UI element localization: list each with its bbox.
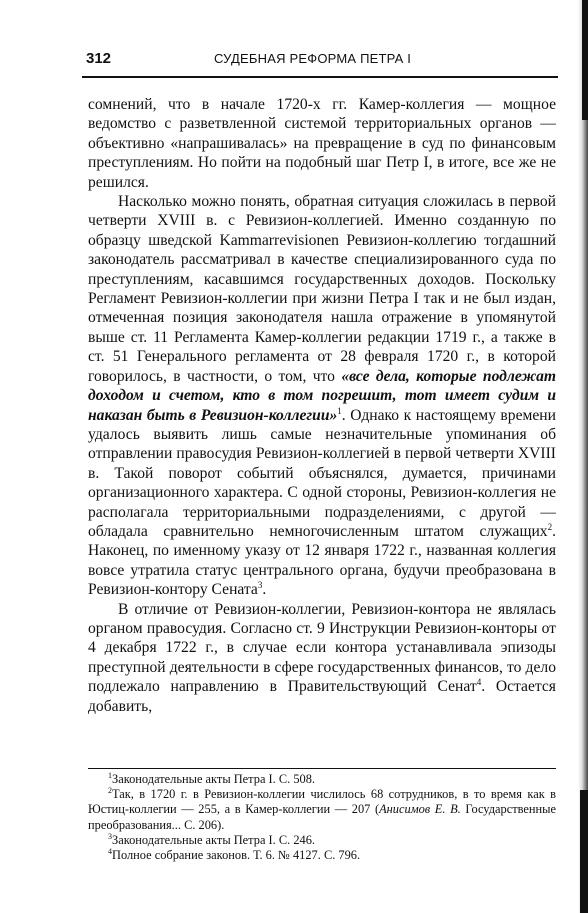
text-run: . Остается добавить, bbox=[88, 678, 556, 715]
footnote bbox=[88, 833, 556, 848]
scan-page-edge bbox=[578, 0, 588, 913]
footnote-ref: 2 bbox=[547, 521, 553, 532]
footnote-text: Полное собрание законов. Т. 6. № 4127. С. 796. bbox=[112, 848, 361, 863]
text-run: . Наконец, по именному указу от 12 января 1722 г., названная коллегия вовсе утратила статус центрального органа, будучи преобразована в Ревизион-контору Сената bbox=[88, 522, 556, 599]
footnote-text: Так, в 1720 г. в Ревизион-коллегии числилось 68 сотрудников, в то время как в Юстиц-коллегии — 255, а в Камер-коллегии — 207 ( bbox=[88, 787, 556, 817]
text-run: В отличие от Ревизион-коллегии, Ревизион-контора не являлась органом правосудия. Согласно ст. 9 Инструкции Ревизион-конторы от 4 декабря 1722 г., в случае если контора устанавливала эпизоды преступной деятельности в сфере государственных финансов, то дело подлежало направлению в Правительствующий Сенат bbox=[88, 600, 556, 696]
scan-edge-shadow-top bbox=[582, 0, 588, 120]
footnote bbox=[88, 848, 556, 863]
footnote-text: Законодательные акты Петра I. С. 246. bbox=[112, 832, 316, 847]
paragraph bbox=[88, 600, 556, 716]
footnote-ref: 4 bbox=[476, 677, 482, 687]
footnote-ref: 3 bbox=[257, 579, 263, 590]
footnote-mark: 3 bbox=[108, 831, 112, 841]
footnote-author: Анисимов Е. В. bbox=[379, 802, 461, 817]
footnote bbox=[88, 787, 556, 833]
paragraph: сомнений, что в начале 1720-х гг. Камер-коллегия — мощное ведомство с разветвленной системой территориальных органов — объективно «напрашивалась» на превращение в суд по финансовым преступлениям. Но пойти на подобный шаг Петр I, в итоге, все же не решился. bbox=[88, 96, 556, 191]
header-rule bbox=[82, 76, 558, 78]
regulation-quote: «все дела, которые подлежат доходом и счетом, кто в том погрешит, тот имеет судим и наказан быть в Ревизион-коллегии» bbox=[88, 367, 556, 424]
footnote-mark: 1 bbox=[108, 770, 112, 780]
page-number: 312 bbox=[86, 50, 112, 67]
paragraph bbox=[88, 192, 556, 600]
text-run: . Однако к настоящему времени удалось выявить лишь самые незначительные упоминания об отправлении правосудия Ревизион-коллегией в первой четверти XVIII в. Такой поворот событий объяснялся, думается, причинами организационного характера. С одной стороны, Ревизион-коллегия не располагала территориальными подразделениями, с другой — обладала сравнительно немногочисленным штатом служащих bbox=[88, 406, 556, 540]
main-text bbox=[88, 95, 556, 716]
footnote-rule bbox=[88, 768, 556, 769]
footnotes bbox=[88, 772, 556, 863]
running-title: СУДЕБНАЯ РЕФОРМА ПЕТРА I bbox=[214, 51, 412, 66]
footnote-text: Законодательные акты Петра I. С. 508. bbox=[112, 772, 316, 786]
text-run: . bbox=[262, 581, 267, 599]
footnote-text: Государственные преобразования... С. 206). bbox=[88, 802, 556, 832]
footnote-mark: 4 bbox=[108, 846, 112, 856]
footnote bbox=[88, 772, 556, 787]
text-run: Насколько можно понять, обратная ситуация сложилась в первой четверти XVIII в. с Ревизион-коллегией. Именно созданную по образцу шведской Kammarrevisionen Ревизион-коллегию тогдашний законодатель рассматривал в качестве специализированного суда по преступлениям, касавшимся государственных доходов. Поскольку Регламент Ревизион-коллегии при жизни Петра I так и не был издан, отмеченная позиция законодателя нашла отражение в упомянутой выше ст. 11 Регламента Камер-коллегии редакции 1719 г., а также в ст. 51 Генерального регламента от 28 февраля 1720 г., в которой говорилось, в частности, о том, что bbox=[88, 193, 556, 385]
scan-edge-shadow-bottom bbox=[580, 790, 588, 913]
footnote-mark: 2 bbox=[108, 786, 112, 796]
footnote-ref: 1 bbox=[337, 405, 342, 416]
